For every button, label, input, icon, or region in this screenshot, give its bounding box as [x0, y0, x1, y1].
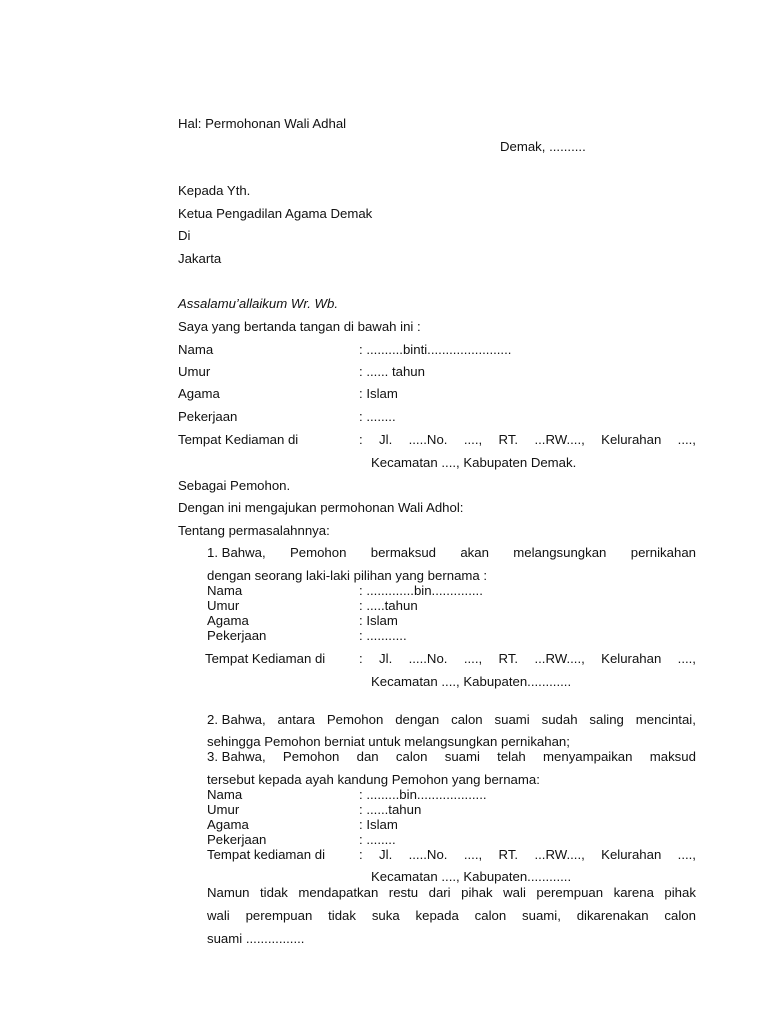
word: RT.	[498, 847, 519, 862]
word: antara	[277, 712, 315, 727]
point3-closing-line1	[207, 885, 696, 901]
point1-pekerjaan-label: Pekerjaan	[207, 628, 267, 643]
point3-umur-value: : ......tahun	[359, 802, 422, 817]
greeting: Assalamu’allaikum Wr. Wb.	[178, 296, 338, 311]
applicant-alamat-label: Tempat Kediaman di	[178, 432, 299, 447]
recipient-line-4: Jakarta	[178, 251, 222, 266]
applicant-agama-label: Agama	[178, 386, 220, 401]
point3-closing-line3: suami ................	[207, 931, 305, 946]
word: suami	[444, 749, 480, 764]
word: melangsungkan	[513, 545, 607, 560]
recipient-line-1: Kepada Yth.	[178, 183, 251, 198]
word: ....,	[677, 432, 696, 447]
point2-line1	[207, 712, 696, 728]
point3-closing-line2	[207, 908, 696, 924]
submission-text: Dengan ini mengajukan permohonan Wali Adhol:	[178, 500, 464, 515]
word: 3. Bahwa,	[207, 749, 266, 764]
word: ...RW....,	[534, 651, 585, 666]
word: wali	[207, 908, 230, 923]
word: ...RW....,	[534, 432, 585, 447]
word: Kelurahan	[601, 847, 662, 862]
applicant-agama-value: : Islam	[359, 386, 398, 401]
word: Jl.	[379, 432, 393, 447]
word: :	[359, 847, 363, 862]
recipient-line-3: Di	[178, 228, 191, 243]
point1-nama-label: Nama	[207, 583, 243, 598]
point1-alamat-label: Tempat Kediaman di	[205, 651, 326, 666]
applicant-alamat-value	[359, 432, 696, 448]
word: menyampaikan	[543, 749, 633, 764]
applicant-umur-label: Umur	[178, 364, 211, 379]
word: Pemohon	[282, 749, 340, 764]
word: maksud	[649, 749, 696, 764]
word: sudah	[541, 712, 578, 727]
word: dari	[428, 885, 451, 900]
word: dan	[356, 749, 379, 764]
point3-nama-value: : .........bin...................	[359, 787, 487, 802]
word: telah	[497, 749, 526, 764]
word: akan	[460, 545, 489, 560]
recipient-line-2: Ketua Pengadilan Agama Demak	[178, 206, 373, 221]
point3-agama-value: : Islam	[359, 817, 398, 832]
word: perempuan	[245, 908, 313, 923]
point1-line2: dengan seorang laki-laki pilihan yang bernama :	[207, 568, 488, 583]
word: ....,	[677, 651, 696, 666]
word: RT.	[498, 651, 519, 666]
point1-umur-value: : .....tahun	[359, 598, 418, 613]
word: bermaksud	[370, 545, 437, 560]
point1-nama-value: : .............bin..............	[359, 583, 483, 598]
point3-umur-label: Umur	[207, 802, 240, 817]
place-date: Demak, ..........	[500, 139, 586, 154]
word: suami	[494, 712, 530, 727]
word: 2. Bahwa,	[207, 712, 266, 727]
word: kepada	[415, 908, 459, 923]
point1-umur-label: Umur	[207, 598, 240, 613]
point3-nama-label: Nama	[207, 787, 243, 802]
word: tidak	[328, 908, 356, 923]
word: suami,	[522, 908, 561, 923]
applicant-pekerjaan-value: : ........	[359, 409, 396, 424]
point1-line1	[207, 545, 696, 561]
point2-line2: sehingga Pemohon berniat untuk melangsungkan pernikahan;	[207, 734, 570, 749]
word: Pemohon	[326, 712, 384, 727]
issue-heading: Tentang permasalahnnya:	[178, 523, 330, 538]
point1-alamat-line2: Kecamatan ...., Kabupaten............	[371, 674, 572, 689]
subject-line: Hal: Permohonan Wali Adhal	[178, 116, 347, 131]
word: ....,	[463, 651, 483, 666]
point3-alamat-label: Tempat kediaman di	[207, 847, 326, 862]
word: tidak	[260, 885, 288, 900]
point1-agama-label: Agama	[207, 613, 249, 628]
applicant-nama-value: : ..........binti.......................	[359, 342, 512, 357]
word: restu	[388, 885, 419, 900]
word: karena	[613, 885, 654, 900]
point1-agama-value: : Islam	[359, 613, 398, 628]
point1-pekerjaan-value: : ...........	[359, 628, 407, 643]
point3-line1	[207, 749, 696, 765]
word: mencintai,	[635, 712, 696, 727]
word: dengan	[395, 712, 440, 727]
word: calon	[395, 749, 428, 764]
applicant-pekerjaan-label: Pekerjaan	[178, 409, 238, 424]
word: .....No.	[408, 847, 448, 862]
word: mendapatkan	[298, 885, 379, 900]
word: :	[359, 651, 363, 666]
intro-text: Saya yang bertanda tangan di bawah ini :	[178, 319, 421, 334]
word: ....,	[463, 432, 483, 447]
point3-alamat-value	[359, 847, 696, 863]
point3-alamat-line2: Kecamatan ...., Kabupaten............	[371, 869, 572, 884]
applicant-nama-label: Nama	[178, 342, 214, 357]
word: calon	[474, 908, 507, 923]
word: pernikahan	[630, 545, 696, 560]
point3-pekerjaan-label: Pekerjaan	[207, 832, 267, 847]
word: ....,	[463, 847, 483, 862]
word: wali	[503, 885, 526, 900]
point1-alamat-value	[359, 651, 696, 667]
point3-agama-label: Agama	[207, 817, 249, 832]
as-applicant: Sebagai Pemohon.	[178, 478, 291, 493]
point3-pekerjaan-value: : ........	[359, 832, 396, 847]
word: Kelurahan	[601, 651, 662, 666]
word: suka	[371, 908, 400, 923]
word: RT.	[498, 432, 519, 447]
applicant-alamat-line2: Kecamatan ...., Kabupaten Demak.	[371, 455, 577, 470]
word: .....No.	[408, 432, 448, 447]
applicant-umur-value: : ...... tahun	[359, 364, 425, 379]
word: calon	[451, 712, 483, 727]
word: .....No.	[408, 651, 448, 666]
word: calon	[664, 908, 696, 923]
word: ...RW....,	[534, 847, 585, 862]
word: Jl.	[379, 847, 393, 862]
word: Namun	[207, 885, 250, 900]
word: 1. Bahwa,	[207, 545, 266, 560]
word: Kelurahan	[601, 432, 662, 447]
word: Pemohon	[289, 545, 347, 560]
word: :	[359, 432, 363, 447]
point3-line2: tersebut kepada ayah kandung Pemohon yang bernama:	[207, 772, 540, 787]
word: saling	[589, 712, 624, 727]
word: perempuan	[536, 885, 604, 900]
word: dikarenakan	[576, 908, 649, 923]
word: ....,	[677, 847, 696, 862]
word: pihak	[461, 885, 493, 900]
word: Jl.	[379, 651, 393, 666]
word: pihak	[664, 885, 696, 900]
